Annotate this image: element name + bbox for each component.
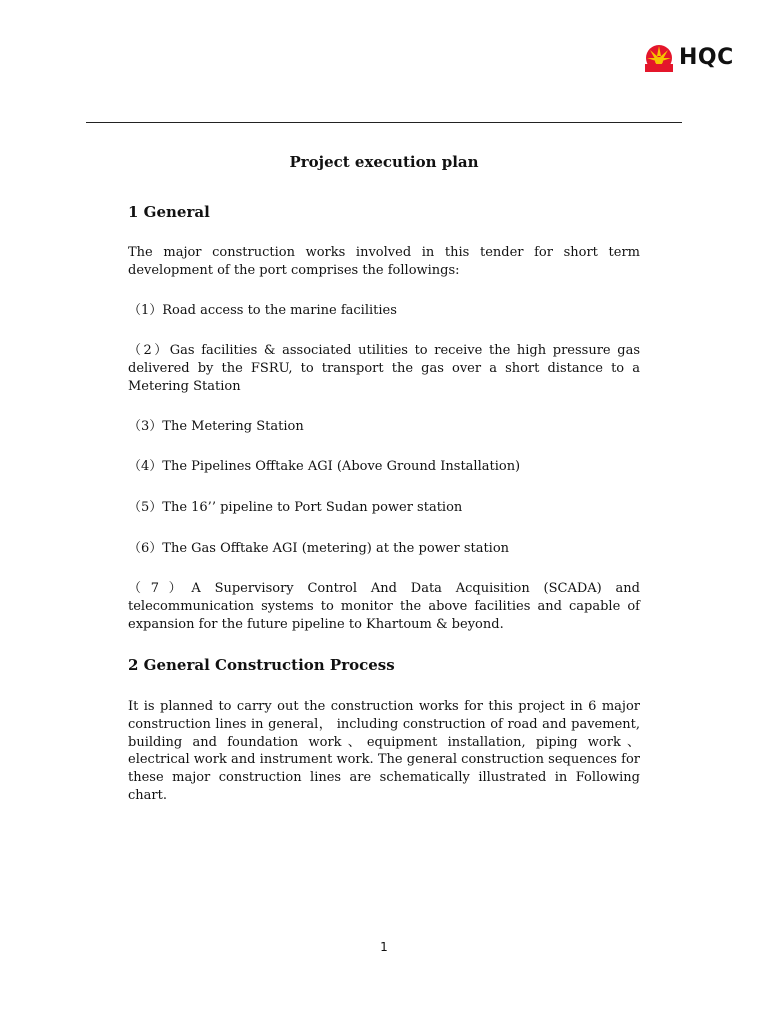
document-title: Project execution plan [289, 153, 479, 171]
page-number: 1 [380, 940, 388, 954]
company-logo [645, 42, 734, 72]
section-1-intro: The major construction works involved in this tender for short term development of the port comprises the followings: [128, 245, 640, 278]
section-2-body: It is planned to carry out the construction works for this project in 6 major construction lines in general， including construction of road and pavement, building and foundation work、equipment installation, piping work、electrical work and instrument work. The general construction sequences for these major construction lines are schematically illustrated in Following chart. [128, 699, 640, 803]
section-1-heading: 1 General [128, 203, 210, 221]
list-item-4: （4）The Pipelines Offtake AGI (Above Ground Installation) [128, 459, 521, 474]
logo-text: HQC [679, 44, 734, 70]
list-item-5: （5）The 16’’ pipeline to Port Sudan power station [128, 500, 463, 515]
list-item-7: （7）A Supervisory Control And Data Acquisition (SCADA) and telecommunication systems to monitor the above facilities and capable of expansion for the future pipeline to Khartoum & beyond. [128, 581, 640, 632]
petrochina-sun-logo-icon [645, 42, 673, 72]
section-2-heading: 2 General Construction Process [128, 656, 395, 674]
list-item-1: （1）Road access to the marine facilities [128, 303, 397, 318]
header-divider [86, 122, 682, 123]
list-item-2: （2）Gas facilities & associated utilities to receive the high pressure gas delivered by the FSRU, to transport the gas over a short distance to a Metering Station [128, 343, 640, 394]
list-item-3: （3）The Metering Station [128, 419, 304, 434]
list-item-6: （6）The Gas Offtake AGI (metering) at the power station [128, 541, 510, 556]
